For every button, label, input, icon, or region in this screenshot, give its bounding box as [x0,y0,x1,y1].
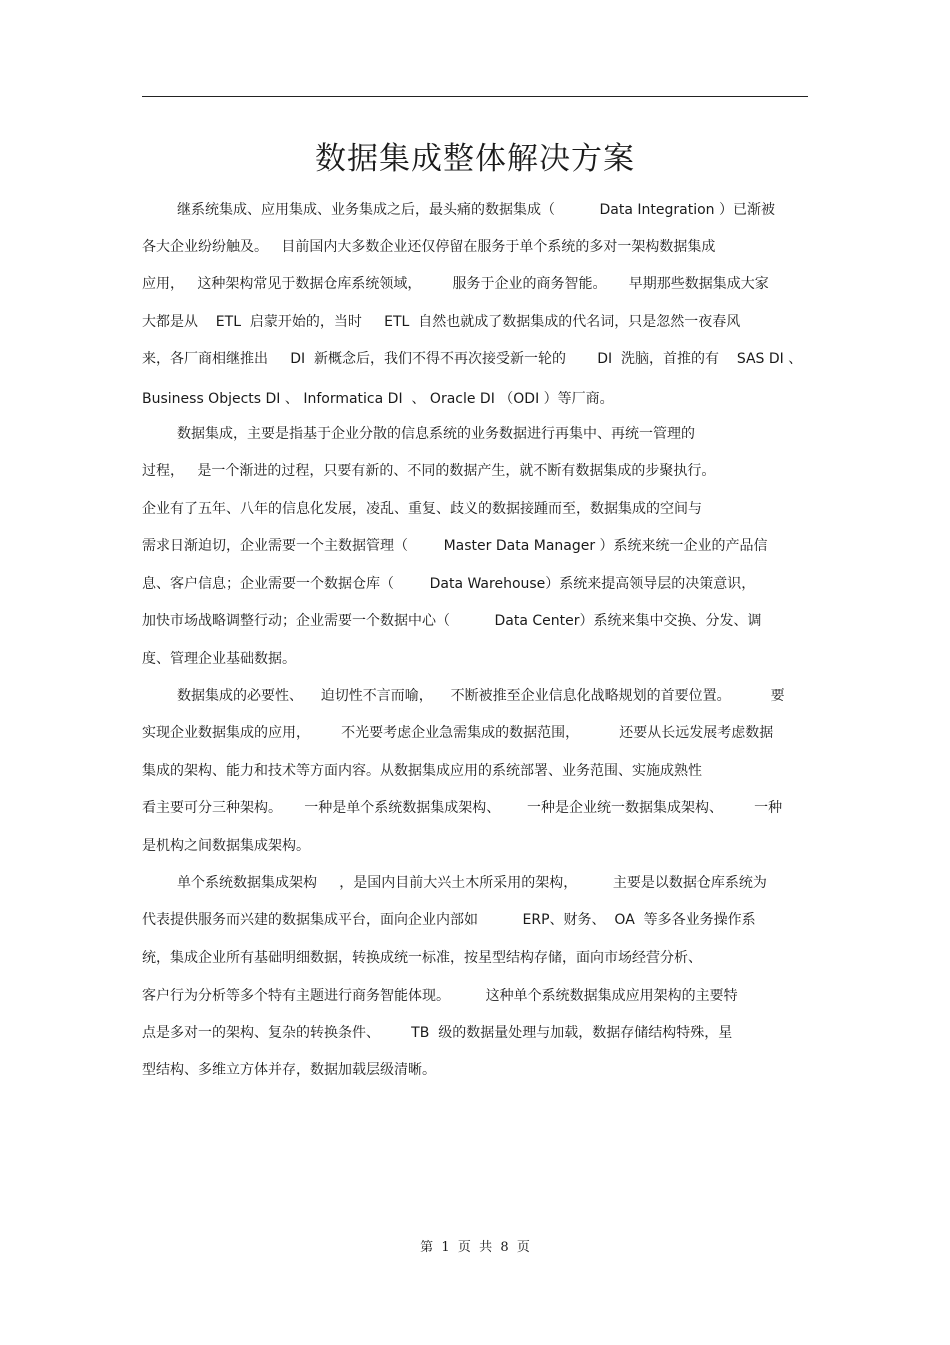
page-footer: 第 1 页 共 8 页 [420,1240,530,1255]
paragraph-line: 点是多对一的架构、复杂的转换条件、 TB 级的数据量处理与加载，数据存储结构特殊，星 [142,1025,733,1041]
paragraph-line: 客户行为分析等多个特有主题进行商务智能体现。 这种单个系统数据集成应用架构的主要特 [142,988,738,1004]
paragraph-line: 企业有了五年、八年的信息化发展，凌乱、重复、歧义的数据接踵而至，数据集成的空间与 [142,501,702,517]
paragraph-line: 过程， 是一个渐进的过程，只要有新的、不同的数据产生，就不断有数据集成的步聚执行。 [142,463,716,479]
paragraph-line: 需求日渐迫切，企业需要一个主数据管理（ Master Data Manager ）系统来统一企业的产品信 [142,538,768,554]
header-rule [142,96,808,97]
paragraph-line: 大都是从 ETL 启蒙开始的，当时 ETL 自然也就成了数据集成的代名词，只是忽然一夜春风 [142,314,741,330]
document-title: 数据集成整体解决方案 [315,141,635,177]
paragraph-line: 集成的架构、能力和技术等方面内容。从数据集成应用的系统部署、业务范围、实施成熟性 [142,763,702,779]
paragraph-line: 是机构之间数据集成架构。 [142,838,310,854]
paragraph-line: 统，集成企业所有基础明细数据，转换成统一标准，按星型结构存储，面向市场经营分析、 [142,950,702,966]
paragraph-line: Business Objects DI 、 Informatica DI 、 Oracle DI （ODI ）等厂商。 [142,391,614,407]
paragraph-line: 应用， 这种架构常见于数据仓库系统领域， 服务于企业的商务智能。 早期那些数据集成大家 [142,276,769,292]
paragraph-line: 息、客户信息；企业需要一个数据仓库（ Data Warehouse）系统来提高领导层的决策意识， [142,576,756,592]
paragraph-line: 看主要可分三种架构。 一种是单个系统数据集成架构、 一种是企业统一数据集成架构、 一种 [142,800,783,816]
paragraph-line: 代表提供服务而兴建的数据集成平台，面向企业内部如 ERP、财务、 OA 等多各业务操作系 [142,912,756,928]
paragraph-line: 型结构、多维立方体并存，数据加载层级清晰。 [142,1062,436,1078]
paragraph-line: 实现企业数据集成的应用， 不光要考虑企业急需集成的数据范围， 还要从长远发展考虑数据 [142,725,774,741]
paragraph-line: 度、管理企业基础数据。 [142,651,296,667]
paragraph-line: 数据集成的必要性、 迫切性不言而喻， 不断被推至企业信息化战略规划的首要位置。 要 [177,688,785,704]
paragraph-line: 单个系统数据集成架构 ，是国内目前大兴土木所采用的架构， 主要是以数据仓库系统为 [177,875,767,891]
paragraph-line: 加快市场战略调整行动；企业需要一个数据中心（ Data Center）系统来集中交换、分发、调 [142,613,762,629]
paragraph-line: 继系统集成、应用集成、业务集成之后，最头痛的数据集成（ Data Integration ）已渐被 [177,202,775,218]
paragraph-line: 数据集成，主要是指基于企业分散的信息系统的业务数据进行再集中、再统一管理的 [177,426,695,442]
paragraph-line: 来，各厂商相继推出 DI 新概念后，我们不得不再次接受新一轮的 DI 洗脑，首推的有 SAS DI 、 [142,351,803,367]
paragraph-line: 各大企业纷纷触及。 目前国内大多数企业还仅停留在服务于单个系统的多对一架构数据集成 [142,239,716,255]
